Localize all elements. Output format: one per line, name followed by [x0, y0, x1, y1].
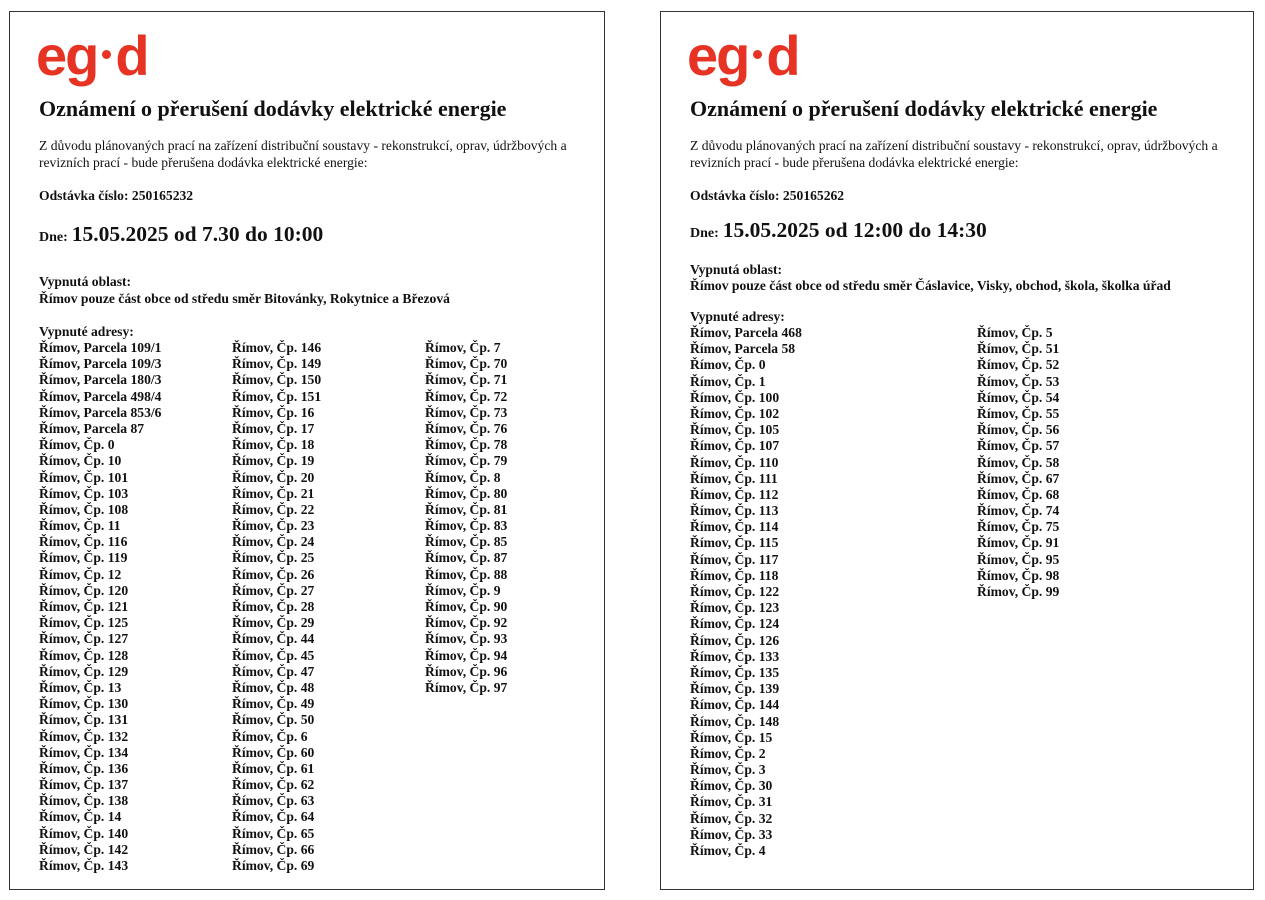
address-item: Římov, Čp. 96 [425, 663, 508, 679]
address-item: Římov, Čp. 125 [39, 615, 129, 631]
address-item: Římov, Čp. 71 [425, 372, 508, 388]
outage-number-line [39, 188, 193, 204]
address-item: Římov, Čp. 9 [425, 582, 501, 598]
address-item: Římov, Čp. 150 [232, 372, 322, 388]
address-item: Římov, Čp. 126 [690, 632, 780, 648]
address-item: Římov, Čp. 116 [39, 534, 128, 550]
address-item: Římov, Čp. 8 [425, 469, 501, 485]
egd-logo: eg d [687, 24, 799, 87]
address-item: Římov, Čp. 1 [690, 373, 766, 389]
address-item: Římov, Čp. 22 [232, 501, 315, 517]
address-item: Římov, Čp. 99 [977, 584, 1060, 599]
address-item: Římov, Čp. 148 [690, 713, 780, 729]
outage-date-line [39, 222, 323, 247]
address-item: Římov, Čp. 112 [690, 486, 779, 502]
address-item: Římov, Čp. 13 [39, 679, 122, 695]
address-item: Římov, Čp. 62 [232, 777, 315, 793]
address-item: Římov, Čp. 65 [232, 825, 315, 841]
address-column-1 [39, 340, 161, 874]
area-label: Vypnutá oblast: [690, 262, 783, 277]
address-item: Římov, Čp. 25 [232, 550, 315, 566]
address-item: Římov, Čp. 74 [977, 503, 1060, 519]
address-item: Římov, Parcela 109/3 [39, 356, 162, 372]
address-column-1 [690, 325, 802, 859]
notice-title: Oznámení o přerušení dodávky elektrické energie [690, 96, 1158, 121]
address-item: Římov, Čp. 80 [425, 485, 508, 501]
address-item: Římov, Čp. 52 [977, 357, 1060, 373]
address-item: Římov, Čp. 45 [232, 647, 315, 663]
address-item: Římov, Čp. 114 [690, 519, 779, 535]
address-item: Římov, Čp. 56 [977, 422, 1060, 438]
address-item: Římov, Čp. 58 [977, 454, 1060, 470]
address-item: Římov, Čp. 70 [425, 356, 508, 372]
address-item: Římov, Čp. 149 [232, 356, 322, 372]
address-item: Římov, Čp. 72 [425, 388, 508, 404]
notice-title: Oznámení o přerušení dodávky elektrické energie [39, 96, 507, 121]
notice-page-right [660, 11, 1254, 890]
address-item: Římov, Čp. 107 [690, 438, 780, 454]
address-item: Římov, Čp. 131 [39, 712, 129, 728]
address-item: Římov, Parcela 468 [690, 325, 802, 340]
address-item: Římov, Čp. 51 [977, 341, 1060, 357]
address-item: Římov, Čp. 129 [39, 663, 129, 679]
address-item: Římov, Čp. 66 [232, 841, 315, 857]
address-item: Římov, Čp. 151 [232, 388, 322, 404]
logo-dot-icon [102, 50, 111, 59]
address-item: Římov, Čp. 26 [232, 566, 315, 582]
address-item: Římov, Čp. 91 [977, 535, 1060, 551]
address-item: Římov, Čp. 14 [39, 809, 122, 825]
address-item: Římov, Čp. 32 [690, 810, 773, 826]
address-item: Římov, Čp. 119 [39, 550, 128, 566]
address-item: Římov, Čp. 61 [232, 760, 315, 776]
address-item: Římov, Čp. 81 [425, 501, 508, 517]
address-item: Římov, Čp. 124 [690, 616, 780, 632]
address-item: Římov, Čp. 0 [39, 437, 115, 453]
address-item: Římov, Čp. 49 [232, 696, 315, 712]
address-item: Římov, Čp. 121 [39, 599, 129, 614]
outage-number-line [690, 188, 844, 204]
address-item: Římov, Čp. 105 [690, 422, 780, 438]
address-item: Římov, Čp. 113 [690, 503, 779, 519]
address-item: Římov, Čp. 44 [232, 631, 315, 647]
address-item: Římov, Čp. 135 [690, 664, 780, 680]
address-item: Římov, Parcela 498/4 [39, 388, 162, 404]
address-item: Římov, Čp. 55 [977, 405, 1060, 421]
area-label: Vypnutá oblast: [39, 274, 132, 289]
outage-date-line [690, 218, 987, 243]
address-item: Římov, Čp. 0 [690, 357, 766, 373]
notice-page-left [9, 11, 605, 890]
address-item: Římov, Čp. 24 [232, 534, 315, 550]
address-item: Římov, Čp. 75 [977, 519, 1060, 535]
address-item: Římov, Čp. 64 [232, 809, 315, 825]
address-item: Římov, Čp. 110 [690, 454, 779, 470]
area-value: Římov pouze část obce od středu směr Čáslavice, Visky, obchod, škola, školka úřad [690, 278, 1171, 293]
outage-label: Odstávka číslo: [690, 188, 780, 203]
address-item: Římov, Čp. 18 [232, 437, 315, 453]
address-item: Římov, Čp. 87 [425, 550, 508, 566]
address-item: Římov, Čp. 60 [232, 744, 315, 760]
address-item: Římov, Čp. 88 [425, 566, 508, 582]
address-item: Římov, Čp. 29 [232, 615, 315, 631]
address-item: Římov, Čp. 33 [690, 826, 773, 842]
address-item: Římov, Čp. 98 [977, 567, 1060, 583]
address-item: Římov, Čp. 57 [977, 438, 1060, 454]
address-item: Římov, Čp. 53 [977, 373, 1060, 389]
address-item: Římov, Čp. 63 [232, 793, 315, 809]
address-item: Římov, Čp. 16 [232, 404, 315, 420]
address-item: Římov, Čp. 78 [425, 437, 508, 453]
address-column-3 [425, 340, 507, 696]
address-item: Římov, Čp. 103 [39, 485, 129, 501]
address-item: Římov, Parcela 58 [690, 341, 796, 357]
address-item: Římov, Čp. 95 [977, 551, 1060, 567]
date-label: Dne: [39, 230, 68, 245]
address-item: Římov, Čp. 31 [690, 794, 773, 810]
address-item: Římov, Čp. 101 [39, 469, 129, 485]
address-item: Římov, Čp. 83 [425, 518, 508, 534]
addresses-label: Vypnuté adresy: [39, 324, 134, 339]
address-item: Římov, Čp. 47 [232, 663, 315, 679]
address-item: Římov, Čp. 93 [425, 631, 508, 647]
address-item: Římov, Čp. 73 [425, 404, 508, 420]
address-item: Římov, Čp. 19 [232, 453, 315, 469]
address-item: Římov, Čp. 85 [425, 534, 508, 550]
address-item: Římov, Čp. 102 [690, 405, 780, 421]
address-item: Římov, Čp. 133 [690, 648, 780, 664]
address-item: Římov, Čp. 3 [690, 762, 766, 778]
address-item: Římov, Čp. 140 [39, 825, 129, 841]
address-item: Římov, Čp. 48 [232, 679, 315, 695]
address-item: Římov, Čp. 28 [232, 599, 315, 614]
logo-dot-icon [753, 50, 762, 59]
address-item: Římov, Čp. 94 [425, 647, 508, 663]
date-value: 15.05.2025 od 12:00 do 14:30 [722, 218, 987, 242]
address-item: Římov, Čp. 17 [232, 420, 315, 436]
outage-label: Odstávka číslo: [39, 188, 129, 203]
address-item: Římov, Čp. 132 [39, 728, 129, 744]
address-item: Římov, Čp. 10 [39, 453, 122, 469]
address-item: Římov, Čp. 2 [690, 745, 766, 761]
address-item: Římov, Čp. 12 [39, 566, 122, 582]
address-item: Římov, Parcela 853/6 [39, 404, 162, 420]
address-item: Římov, Čp. 123 [690, 600, 780, 616]
address-item: Římov, Čp. 146 [232, 340, 322, 355]
address-item: Římov, Čp. 139 [690, 681, 780, 697]
area-value: Římov pouze část obce od středu směr Bitovánky, Rokytnice a Březová [39, 291, 450, 306]
address-item: Římov, Parcela 109/1 [39, 340, 162, 355]
address-item: Římov, Čp. 118 [690, 567, 779, 583]
address-item: Římov, Čp. 128 [39, 647, 129, 663]
address-item: Římov, Čp. 130 [39, 696, 129, 712]
address-item: Římov, Čp. 138 [39, 793, 129, 809]
address-item: Římov, Čp. 122 [690, 584, 780, 599]
address-item: Římov, Čp. 97 [425, 679, 508, 695]
address-item: Římov, Čp. 127 [39, 631, 129, 647]
address-item: Římov, Čp. 27 [232, 582, 315, 598]
address-item: Římov, Čp. 92 [425, 615, 508, 631]
notice-intro: Z důvodu plánovaných prací na zařízení distribuční soustavy - rekonstrukcí, oprav, údržbových a revizních prací - bude přerušena dodávka elektrické energie: [690, 138, 1218, 170]
address-item: Římov, Čp. 15 [690, 729, 773, 745]
address-item: Římov, Čp. 90 [425, 599, 508, 614]
address-item: Římov, Čp. 21 [232, 485, 315, 501]
address-item: Římov, Čp. 30 [690, 778, 773, 794]
address-item: Římov, Čp. 69 [232, 858, 315, 873]
address-item: Římov, Čp. 67 [977, 470, 1060, 486]
address-item: Římov, Čp. 11 [39, 518, 121, 534]
address-item: Římov, Čp. 7 [425, 340, 501, 355]
address-item: Římov, Čp. 143 [39, 858, 129, 873]
address-item: Římov, Čp. 100 [690, 389, 780, 405]
address-item: Římov, Čp. 115 [690, 535, 779, 551]
address-item: Římov, Čp. 23 [232, 518, 315, 534]
outage-number: 250165232 [131, 188, 194, 203]
address-item: Římov, Čp. 120 [39, 582, 129, 598]
address-item: Římov, Čp. 134 [39, 744, 129, 760]
address-item: Římov, Parcela 180/3 [39, 372, 162, 388]
address-item: Římov, Čp. 50 [232, 712, 315, 728]
address-item: Římov, Čp. 4 [690, 843, 766, 858]
address-item: Římov, Čp. 5 [977, 325, 1053, 340]
address-item: Římov, Parcela 87 [39, 420, 145, 436]
address-item: Římov, Čp. 136 [39, 760, 129, 776]
address-item: Římov, Čp. 144 [690, 697, 780, 713]
address-item: Římov, Čp. 76 [425, 420, 508, 436]
address-column-2 [977, 325, 1059, 600]
address-item: Římov, Čp. 20 [232, 469, 315, 485]
address-column-2 [232, 340, 321, 874]
date-label: Dne: [690, 226, 719, 241]
date-value: 15.05.2025 od 7.30 do 10:00 [71, 222, 324, 246]
address-item: Římov, Čp. 111 [690, 470, 778, 486]
address-item: Římov, Čp. 68 [977, 486, 1060, 502]
outage-number: 250165262 [782, 188, 845, 203]
address-item: Římov, Čp. 108 [39, 501, 129, 517]
notice-intro: Z důvodu plánovaných prací na zařízení distribuční soustavy - rekonstrukcí, oprav, údržbových a revizních prací - bude přerušena dodávka elektrické energie: [39, 138, 567, 170]
addresses-label: Vypnuté adresy: [690, 309, 785, 324]
address-item: Římov, Čp. 137 [39, 777, 129, 793]
address-item: Římov, Čp. 117 [690, 551, 779, 567]
egd-logo: eg d [36, 24, 148, 87]
address-item: Římov, Čp. 79 [425, 453, 508, 469]
address-item: Římov, Čp. 142 [39, 841, 129, 857]
address-item: Římov, Čp. 6 [232, 728, 308, 744]
address-item: Římov, Čp. 54 [977, 389, 1060, 405]
